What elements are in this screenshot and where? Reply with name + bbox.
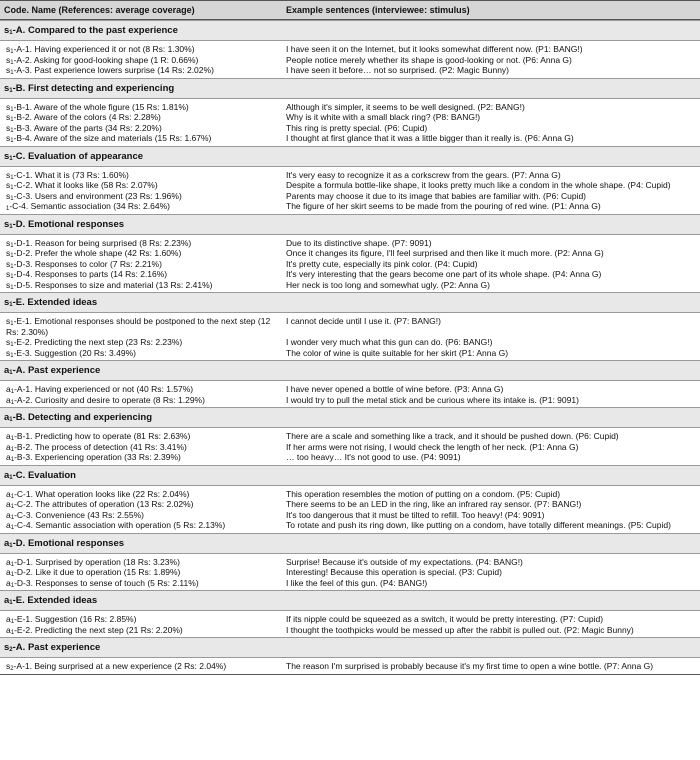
section-title-text: -E. Extended ideas [12, 297, 98, 308]
example-sentence-cell: There seems to be an LED in the ring, like an infrared ray sensor. (P7: BANG!) [286, 499, 582, 509]
section-title-text: -D. Emotional responses [12, 218, 125, 230]
code-letter: s [6, 169, 11, 180]
section-code-letter: a [4, 412, 10, 423]
section-rows [0, 167, 700, 214]
table-row [0, 316, 700, 337]
code-subscript: 1 [10, 436, 15, 442]
section-code-subscript: 1 [9, 370, 13, 376]
code-subscript: 1 [10, 117, 14, 123]
code-letter: s [6, 122, 11, 133]
table-row [0, 510, 700, 521]
section-title-text: -B. First detecting and experiencing [12, 82, 175, 94]
code-name-text: -C-1. What operation looks like (22 Rs: 2.04%) [14, 488, 190, 499]
example-sentence-cell: I would try to pull the metal stick and be curious where its intake is. (P1: 9091) [286, 394, 579, 405]
header-example-sentences: Example sentences (interviewee: stimulus) [286, 5, 470, 15]
code-subscript: 1 [10, 242, 14, 249]
section-code-subscript: 1 [9, 223, 13, 230]
section-title-text: -A. Compared to the past experience [12, 25, 178, 36]
code-name-text: -D-5. Responses to size and material (13 Rs: 2.41%) [13, 279, 213, 290]
code-name-cell [0, 123, 282, 134]
section [0, 590, 700, 637]
code-letter: s [6, 347, 11, 358]
section [0, 20, 700, 78]
code-letter: a [6, 499, 11, 509]
code-letter: a [6, 431, 11, 441]
table-row [0, 489, 700, 500]
example-sentence-cell: Due to its distinctive shape. (P7: 9091) [286, 237, 432, 248]
code-name-cell [0, 248, 282, 259]
code-name-text: -B-3. Aware of the parts (34 Rs: 2.20%) [13, 122, 162, 133]
section-rows [0, 235, 700, 293]
code-letter: a [6, 509, 11, 520]
code-name-cell [0, 614, 282, 625]
section-title [0, 146, 700, 167]
example-sentence-cell: I have never opened a bottle of wine before. (P3: Anna G) [286, 384, 504, 394]
code-name-cell [0, 442, 282, 453]
code-name-cell [0, 112, 282, 123]
table-body [0, 20, 700, 674]
example-sentence-cell: The reason I'm surprised is probably because it's my first time to open a wine bottle. (P7: Anna G) [286, 661, 654, 671]
code-name-text: -E-1. Emotional responses should be postponed to the next step (12 Rs: 2.30%) [6, 316, 271, 337]
code-name-cell [0, 44, 282, 55]
example-sentence-cell: I wonder very much what this gun can do. (P6: BANG!) [286, 337, 493, 347]
code-name-cell [0, 201, 282, 212]
example-sentence-cell: I like the feel of this gun. (P4: BANG!) [286, 577, 428, 588]
code-name-cell [0, 578, 282, 589]
section-rows [0, 554, 700, 591]
section-title [0, 360, 700, 381]
section-code-letter: a [4, 537, 10, 549]
section-code-subscript: 1 [9, 417, 13, 423]
code-subscript: 1 [10, 582, 15, 589]
code-letter: s [6, 258, 11, 269]
code-name-cell [0, 180, 282, 191]
section-code-letter: a [4, 469, 10, 481]
section [0, 407, 700, 465]
section-title [0, 465, 700, 486]
table-row [0, 348, 700, 359]
code-subscript: 1 [10, 59, 14, 66]
code-name-cell [0, 337, 282, 348]
code-subscript: 1 [10, 525, 15, 531]
section-title-text: -C. Evaluation [12, 469, 76, 481]
code-name-cell [0, 191, 282, 202]
code-subscript: 1 [10, 106, 14, 113]
table-row [0, 337, 700, 348]
code-letter: s [6, 316, 11, 326]
section [0, 360, 700, 407]
code-name-text: -A-2. Asking for good-looking shape (1 R: 0.66%) [13, 54, 199, 65]
table-row [0, 248, 700, 259]
code-name-text: -D-2. Prefer the whole shape (42 Rs: 1.60%) [13, 248, 182, 258]
code-subscript: 1 [10, 127, 14, 134]
code-name-cell [0, 567, 282, 578]
code-letter: a [6, 567, 11, 577]
section [0, 146, 700, 214]
example-sentence-cell: It's very easy to recognize it as a corkscrew from the gears. (P7: Anna G) [286, 169, 561, 180]
example-sentence-cell: The figure of her skirt seems to be made from the pouring of red wine. (P1: Anna G) [286, 201, 601, 211]
code-subscript: 1 [10, 629, 15, 636]
example-sentence-cell: I have seen it before… not so surprised. (P2: Magic Bunny) [286, 65, 510, 75]
code-name-text: -B-2. Aware of the colors (4 Rs: 2.28%) [13, 112, 161, 122]
code-name-cell [0, 348, 282, 359]
section [0, 637, 700, 674]
example-sentence-cell: I cannot decide until I use it. (P7: BANG!) [286, 316, 441, 326]
section-code-letter: s [4, 642, 10, 653]
code-name-text: -A-1. Having experienced or not (40 Rs: 1.57%) [14, 384, 194, 394]
section-code-letter: s [4, 82, 10, 94]
table-row [0, 170, 700, 181]
table-row [0, 395, 700, 406]
table-row [0, 442, 700, 453]
section-rows [0, 99, 700, 146]
code-letter: s [6, 248, 11, 258]
code-letter: s [6, 237, 11, 248]
code-name-cell [0, 55, 282, 66]
code-name-text: -D-1. Surprised by operation (18 Rs: 3.23%) [14, 556, 180, 567]
table-row [0, 567, 700, 578]
section-code-subscript: 1 [9, 30, 13, 36]
section [0, 465, 700, 533]
code-letter: s [6, 190, 11, 201]
example-sentence-cell: Her neck is too long and somewhat ugly. (P2: Anna G) [286, 279, 490, 290]
table-row [0, 269, 700, 280]
section-code-subscript: 1 [9, 600, 13, 606]
code-subscript: 1 [10, 274, 14, 280]
code-letter: s [6, 180, 11, 190]
table-row [0, 191, 700, 202]
code-letter: s [6, 101, 11, 112]
code-name-text: -C-4. Semantic association (34 Rs: 2.64%) [9, 201, 170, 211]
section-rows [0, 41, 700, 78]
code-name-text: -B-1. Predicting how to operate (81 Rs: 2.63%) [14, 431, 191, 441]
code-subscript: 1 [10, 561, 15, 568]
code-letter: a [6, 577, 11, 588]
section-title-text: -B. Detecting and experiencing [12, 412, 153, 423]
section-title-text: -A. Past experience [12, 365, 101, 376]
section-rows [0, 428, 700, 465]
table-row [0, 55, 700, 66]
code-subscript: 1 [10, 195, 14, 202]
code-name-cell [0, 489, 282, 500]
section-code-subscript: 1 [9, 542, 13, 549]
example-sentence-cell: People notice merely whether its shape is good-looking or not. (P6: Anna G) [286, 54, 572, 65]
section-title [0, 407, 700, 428]
table-row [0, 452, 700, 463]
table-row [0, 238, 700, 249]
code-name-cell [0, 280, 282, 291]
code-subscript: 1 [10, 321, 14, 327]
code-subscript: 1 [10, 49, 14, 55]
section-rows [0, 611, 700, 637]
code-name-text: -B-3. Experiencing operation (33 Rs: 2.39%) [14, 452, 181, 462]
code-letter: a [6, 452, 11, 462]
code-subscript: 1 [10, 446, 15, 453]
section-title [0, 78, 700, 99]
code-subscript: 1 [10, 138, 14, 144]
code-letter: s [6, 269, 11, 279]
table-row [0, 259, 700, 270]
code-name-cell [0, 269, 282, 280]
example-sentence-cell: Interesting! Because this operation is special. (P3: Cupid) [286, 567, 502, 577]
example-sentence-cell: Although it's simpler, it seems to be well designed. (P2: BANG!) [286, 101, 525, 112]
code-letter: a [6, 614, 11, 624]
code-subscript: 1 [6, 206, 10, 212]
code-letter: s [6, 54, 11, 65]
example-sentence-cell: It's too dangerous that it must be tilted to refill. Too heavy! (P4: 9091) [286, 509, 545, 520]
section-title-text: -E. Extended ideas [12, 595, 98, 606]
code-name-cell [0, 510, 282, 521]
code-name-text: -C-1. What it is (73 Rs: 1.60%) [13, 169, 129, 180]
code-name-text: -C-3. Users and environment (23 Rs: 1.96%) [13, 190, 182, 201]
code-letter: s [6, 112, 11, 122]
section-code-subscript: 1 [9, 302, 13, 308]
code-subscript: 1 [10, 619, 15, 625]
example-sentence-cell: I thought the toothpicks would be messed up after the rabbit is pulled out. (P2: Magic Bunny) [286, 624, 634, 635]
code-subscript: 1 [10, 253, 14, 259]
code-name-cell [0, 65, 282, 76]
section-title [0, 20, 700, 41]
example-sentence-cell: I have seen it on the Internet, but it looks somewhat different now. (P1: BANG!) [286, 44, 583, 54]
section-code-letter: s [4, 218, 10, 230]
section-rows [0, 658, 700, 674]
code-name-text: -C-3. Convenience (43 Rs: 2.55%) [14, 509, 144, 520]
code-name-text: -E-2. Predicting the next step (21 Rs: 2.20%) [14, 624, 183, 635]
section-title [0, 637, 700, 658]
table-row [0, 123, 700, 134]
example-sentence-cell: Parents may choose it due to its image that babies are familiar with. (P6: Cupid) [286, 190, 587, 201]
code-letter: s [6, 279, 11, 290]
section-title [0, 590, 700, 611]
table-row [0, 112, 700, 123]
table-row [0, 280, 700, 291]
section [0, 214, 700, 293]
example-sentence-cell: This ring is pretty special. (P6: Cupid) [286, 122, 428, 133]
example-sentence-cell: Why is it white with a small black ring? (P8: BANG!) [286, 112, 481, 122]
code-letter: s [6, 133, 11, 143]
header-code-name: Code. Name (References: average coverage) [4, 5, 195, 15]
code-letter: a [6, 441, 11, 452]
code-name-text: -D-3. Responses to sense of touch (5 Rs: 2.11%) [14, 577, 199, 588]
code-letter: a [6, 624, 11, 635]
example-sentence-cell: There are a scale and something like a track, and it should be pushed down. (P6: Cupid) [286, 431, 619, 441]
code-subscript: 1 [10, 263, 14, 270]
code-name-text: -E-1. Suggestion (16 Rs: 2.85%) [14, 614, 137, 624]
code-name-cell [0, 625, 282, 636]
code-name-text: -A-1. Having experienced it or not (8 Rs: 1.30%) [13, 44, 195, 54]
table-row [0, 499, 700, 510]
code-subscript: 1 [10, 185, 14, 191]
code-name-cell [0, 133, 282, 144]
example-sentence-cell: Once it changes its figure, I'll feel surprised and then like it much more. (P2: Anna G) [286, 248, 604, 258]
section-code-subscript: 1 [9, 474, 13, 481]
code-name-text: -D-2. Like it due to operation (15 Rs: 1.89%) [14, 567, 181, 577]
example-sentence-cell: I thought at first glance that it was a little bigger than it really is. (P6: Anna G) [286, 133, 574, 143]
table-header [0, 0, 700, 20]
code-subscript: 1 [10, 342, 14, 348]
table-row [0, 557, 700, 568]
section-code-letter: a [4, 595, 10, 606]
example-sentence-cell: If its nipple could be squeezed as a switch, it would be pretty interesting. (P7: Cupid) [286, 614, 604, 624]
code-name-cell [0, 661, 282, 672]
section-title [0, 292, 700, 313]
code-name-text: -A-1. Being surprised at a new experience (2 Rs: 2.04%) [13, 661, 227, 671]
example-sentence-cell: The color of wine is quite suitable for her skirt (P1: Anna G) [286, 347, 509, 358]
code-name-text: -E-3. Suggestion (20 Rs: 3.49%) [13, 347, 136, 358]
code-subscript: 1 [10, 284, 14, 291]
code-subscript: 1 [10, 572, 15, 578]
code-name-cell [0, 102, 282, 113]
code-subscript: 1 [10, 457, 15, 463]
table-row [0, 44, 700, 55]
code-subscript: 1 [10, 70, 14, 76]
table-row [0, 614, 700, 625]
section-rows [0, 381, 700, 407]
table-row [0, 431, 700, 442]
code-name-cell [0, 520, 282, 531]
code-name-text: -A-3. Past experience lowers surprise (14 Rs: 2.02%) [13, 65, 214, 75]
code-name-text: -D-3. Responses to color (7 Rs: 2.21%) [13, 258, 162, 269]
example-sentence-cell: This operation resembles the motion of putting on a condom. (P5: Cupid) [286, 488, 561, 499]
section-title-text: -A. Past experience [12, 642, 101, 653]
code-letter: a [6, 384, 11, 394]
code-subscript: 1 [10, 174, 14, 181]
code-subscript: 1 [10, 389, 15, 395]
code-name-text: -B-2. The process of detection (41 Rs: 3.41%) [14, 441, 187, 452]
code-subscript: 2 [10, 666, 14, 672]
section-rows [0, 313, 700, 360]
code-name-cell [0, 238, 282, 249]
code-name-cell [0, 557, 282, 568]
code-name-cell [0, 452, 282, 463]
table-row [0, 133, 700, 144]
code-name-text: -D-1. Reason for being surprised (8 Rs: 2.23%) [13, 237, 192, 248]
code-name-text: -C-2. What it looks like (58 Rs: 2.07%) [13, 180, 158, 190]
section-code-letter: s [4, 25, 10, 36]
code-letter: s [6, 44, 11, 54]
code-letter: s [6, 65, 11, 75]
code-subscript: 1 [10, 493, 15, 500]
code-name-cell [0, 259, 282, 270]
code-subscript: 1 [10, 399, 15, 406]
section-title-text: -D. Emotional responses [12, 537, 125, 549]
code-subscript: 1 [10, 514, 15, 521]
section [0, 533, 700, 591]
table-row [0, 661, 700, 672]
code-name-cell [0, 395, 282, 406]
example-sentence-cell: Despite a formula bottle-like shape, it looks pretty much like a condom in the whole shape. (P4: Cupid) [286, 180, 671, 190]
section-title [0, 214, 700, 235]
table-row [0, 384, 700, 395]
section-code-letter: s [4, 297, 10, 308]
section-code-letter: s [4, 150, 10, 162]
section-code-letter: a [4, 365, 10, 376]
table-row [0, 102, 700, 113]
code-name-text: -C-4. Semantic association with operation (5 Rs: 2.13%) [14, 520, 226, 530]
code-name-text: -D-4. Responses to parts (14 Rs: 2.16%) [13, 269, 168, 279]
example-sentence-cell: If her arms were not rising, I would check the length of her neck. (P1: Anna G) [286, 441, 579, 452]
section-code-subscript: 2 [9, 647, 13, 653]
section [0, 292, 700, 360]
code-letter: a [6, 394, 11, 405]
table-row [0, 520, 700, 531]
code-name-cell [0, 431, 282, 442]
table-row [0, 578, 700, 589]
table-row [0, 625, 700, 636]
section-code-subscript: 1 [9, 87, 13, 94]
code-name-text: -A-2. Curiosity and desire to operate (8 Rs: 1.29%) [14, 394, 205, 405]
section-title-text: -C. Evaluation of appearance [12, 150, 144, 162]
section-code-subscript: 1 [9, 155, 13, 162]
example-sentence-cell: Surprise! Because it's outside of my expectations. (P4: BANG!) [286, 556, 523, 567]
code-name-cell [0, 499, 282, 510]
code-letter: s [6, 661, 11, 671]
code-letter: a [6, 556, 11, 567]
section-rows [0, 486, 700, 533]
code-letter: a [6, 488, 11, 499]
code-name-text: -B-4. Aware of the size and materials (15 Rs: 1.67%) [13, 133, 212, 143]
example-sentence-cell: It's pretty cute, especially its pink color. (P4: Cupid) [286, 258, 478, 269]
section [0, 78, 700, 146]
code-name-cell [0, 316, 282, 337]
code-letter: s [6, 337, 11, 347]
code-name-cell [0, 170, 282, 181]
example-sentence-cell: To rotate and push its ring down, like putting on a condom, have totally different meanings. (P5: Cupid) [286, 520, 671, 530]
table-row [0, 65, 700, 76]
code-name-text: -C-2. The attributes of operation (13 Rs: 2.02%) [14, 499, 194, 509]
table-row [0, 180, 700, 191]
code-name-cell [0, 384, 282, 395]
table-row [0, 201, 700, 212]
code-name-text: -E-2. Predicting the next step (23 Rs: 2.23%) [13, 337, 183, 347]
code-subscript: 1 [10, 504, 15, 510]
example-sentence-cell: … too heavy… It's not good to use. (P4: 9091) [286, 452, 461, 462]
code-name-text: -B-1. Aware of the whole figure (15 Rs: 1.81%) [13, 101, 189, 112]
code-letter: a [6, 520, 11, 530]
example-sentence-cell: It's very interesting that the gears become one part of its whole shape. (P4: Anna G) [286, 269, 602, 279]
section-title [0, 533, 700, 554]
code-subscript: 1 [10, 352, 14, 359]
